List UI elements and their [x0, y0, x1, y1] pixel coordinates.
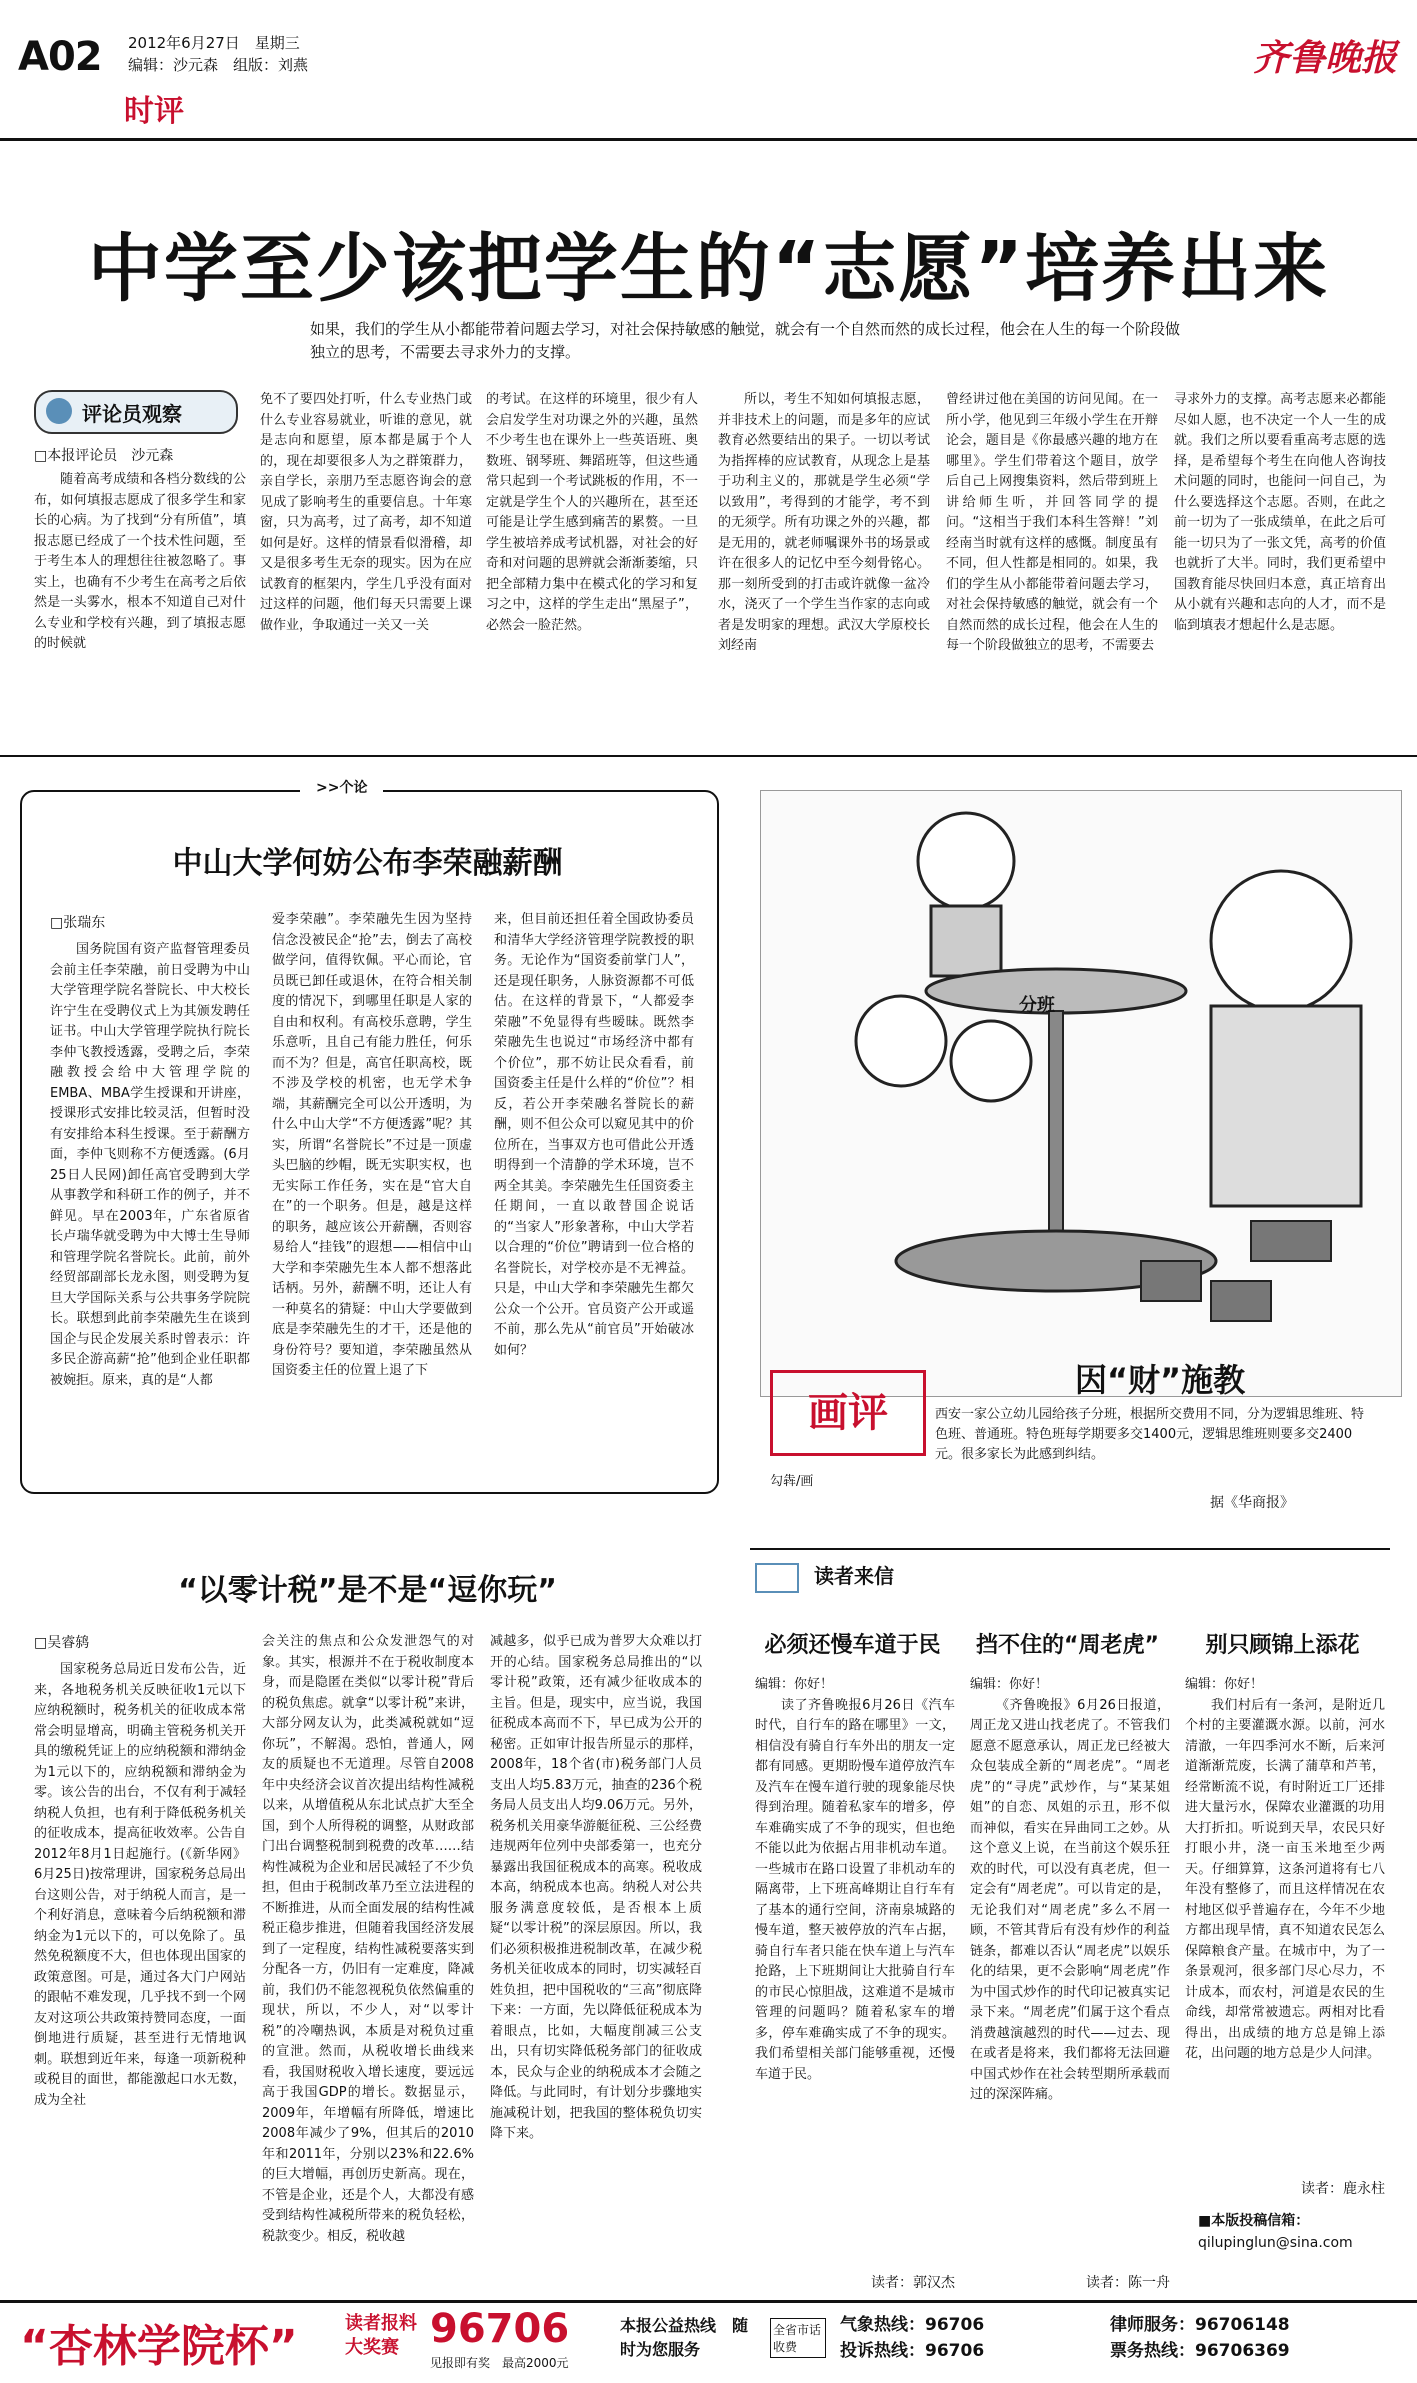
letter-2-title: 挡不住的“周老虎” — [976, 1633, 1159, 1658]
tax-headline: “以零计税”是不是“逗你玩” — [178, 1573, 557, 1608]
letter-1-title: 必须还慢车道于民 — [764, 1633, 941, 1658]
weight-3 — [1211, 1281, 1271, 1321]
main-text-4: 所以，考生不知如何填报志愿，并非技术上的问题，而是多年的应试教育必然要结出的果子。一切以考试为指挥棒的应试教育，从现念上是基于功利主义的，那就是学生必须“学以致用”，考得到的才能学，考不到的无须学。所有功课之外的兴趣，都是无用的，就老师嘱课外书的场景或许在很多人的记忆中至今刻骨铭心。那一刻所受到的打击或许就像一盆冷水，浇灭了一个学生当作家的志向或者是发明家的理想。武汉大学原校长刘经南 — [718, 392, 930, 653]
letter-1-signature: 读者：郭汉杰 — [871, 2275, 955, 2291]
zhongshan-text-1: 国务院国有资产监督管理委员会前主任李荣融，前日受聘为中山大学管理学院名誉院长、中大校长许宁生在受聘仪式上为其颁发聘任证书。中山大学管理学院执行院长李仲飞教授透露，受聘之后，李荣融教授会给中大管理学院的EMBA、MBA学生授课和开讲座，授课形式安排比较灵活，但暂时没有安排给本科生授课。至于薪酬方面，李仲飞则称不方便透露。(6月25日人民网)卸任高官受聘到大学从事教学和科研工作的例子，并不鲜见。早在2003年，广东省原省长卢瑞华就受聘为中大博士生导师和管理学院名誉院长。此前，前外经贸部副部长龙永图，则受聘为复旦大学国际关系与公共事务学院院长。联想到此前李荣融先生在谈到国企与民企发展关系时曾表示：许多民企游高薪“抢”他到企业任职都被婉拒。原来，真的是“人都 — [50, 942, 250, 1388]
zhongshan-byline: □张瑞东 — [50, 915, 106, 931]
complaint-hotline: 投诉热线：96706 — [840, 2341, 985, 2361]
main-col-4 — [718, 390, 930, 735]
contact-email[interactable]: qilupinglun@sina.com — [1198, 2235, 1353, 2251]
main-col-1 — [34, 470, 246, 735]
zhongshan-tag: >>个论 — [300, 775, 383, 799]
adult-head — [1211, 871, 1351, 1011]
letter-1-greeting: 编辑：你好！ — [755, 1677, 834, 1692]
page-number: A02 — [18, 34, 102, 80]
letter-1-body: 读了齐鲁晚报6月26日《汽车时代，自行车的路在哪里》一文，相信没有骑自行车外出的朋友一定都有同感。更期盼慢车道停放汽车及汽车在慢车道行驶的现象能尽快得到治理。随着私家车的增多，停车难确实成了不争的现实，但也绝不能以此为依据占用非机动车道。一些城市在路口设置了非机动车的隔离带，上下班高峰期让自行车有了基本的通行空间，济南泉城路的慢车道，整天被停放的汽车占据，骑自行车者只能在快车道上与汽车抢路，上下班期间让大批骑自行车的市民心惊胆战，这难道不是城市管理的问题吗？随着私家车的增多，停车难确实成了不争的现实。我们希望相关部门能够重视，还慢车道于民。 — [755, 1697, 955, 2082]
main-col-6 — [1174, 390, 1386, 735]
cartoon-source: 据《华商报》 — [1210, 1495, 1294, 1511]
balance-label: 分班 — [1019, 995, 1055, 1016]
balance-pole — [1049, 1011, 1063, 1231]
letter-2 — [970, 1675, 1170, 2275]
header-rule — [0, 138, 1417, 141]
adult-body — [1211, 1006, 1361, 1206]
service-note: 全省市话收费 — [770, 2318, 826, 2358]
ad-hotline: 96706 — [430, 2306, 570, 2352]
kid-right — [951, 1021, 1031, 1101]
kid-left — [856, 996, 946, 1086]
main-text-2: 免不了要四处打听，什么专业热门或什么专业容易就业，听谁的意见，就是志向和愿望，原本都是属于个人的，现在却要很多人为之群策群力，亲自学长，亲朋乃至志愿咨询会的意见成了影响考生的重要信息。十年寒窗，只为高考，过了高考，却不知道如何是好。这样的情景看似滑稽，却又是很多考生无奈的现实。因为在应试教育的框架内，学生几乎没有面对过这样的问题，他们每天只需要上课做作业，争取通过一关又一关 — [260, 392, 472, 633]
letter-3-title: 别只顾锦上添花 — [1205, 1633, 1360, 1658]
readers-tag-label: 读者来信 — [813, 1564, 894, 1588]
globe-icon — [46, 398, 72, 424]
main-col-5 — [946, 390, 1158, 735]
zhongshan-col-2 — [272, 910, 472, 1475]
letter-3 — [1185, 1675, 1385, 2175]
tax-byline: □吴睿鸫 — [34, 1635, 90, 1651]
main-text-3: 的考试。在这样的环境里，很少有人会启发学生对功课之外的兴趣，虽然不少考生也在课外上一些英语班、奥数班、钢琴班、舞蹈班等，但这些通常只起到一个考试跳板的作用，不一定就是学生个人的兴趣所在，甚至还可能是让学生感到痛苦的累赘。一旦学生被培养成考试机器，对社会的好奇和对问题的思辨就会渐渐萎缩，只把全部精力集中在模式化的学习和复习之中，这样的学生走出“黑屋子”，必然会一脸茫然。 — [486, 392, 698, 633]
cartoon-stamp: 画评 — [770, 1370, 926, 1456]
footer-hotlines-1 — [840, 2312, 984, 2364]
readers-rule — [750, 1548, 1390, 1550]
zhongshan-col-3 — [494, 910, 694, 1475]
tax-text-1: 国家税务总局近日发布公告，近来，各地税务机关反映征收1元以下应纳税额时，税务机关的征收成本常常会明显增高，明确主管税务机关开具的缴税凭证上的应纳税额和滞纳金为1元以下的，应纳税额和滞纳金为零。该公告的出台，不仅有利于减轻纳税人负担，也有利于降低税务机关的征收成本，提高征收效率。公告自2012年8月1日起施行。(《新华网》6月25日)按常理讲，国家税务总局出台这则公告，对于纳税人而言，是一个利好消息，意味着今后纳税额和滞纳金为1元以下的，可以免除了。虽然免税额度不大，但也体现出国家的政策意图。可是，通过各大门户网站的跟帖不难发现，几乎找不到一个网友对这项公共政策持赞同态度，一面倒地进行质疑，甚至进行无情地讽刺。联想到近年来，每逢一项新税种或税目的面世，都能激起口水无数，成为全社 — [34, 1662, 246, 2108]
editor-line: 编辑：沙元森 组版：刘燕 — [128, 56, 309, 74]
tax-col-2 — [262, 1632, 474, 2285]
letter-2-body: 《齐鲁晚报》6月26日报道，周正龙又进山找老虎了。不管我们愿意不愿意承认，周正龙已经被大众包装成全新的“周老虎”。“周老虎”的“寻虎”武炒作，与“某某姐姐”的自恋、凤姐的示丑，形不似而神似，看实在异曲同工之妙。从这个意义上说，在当前这个娱乐狂欢的时代，可以没有真老虎，但一定会有“周老虎”。可以肯定的是，无论我们对“周老虎”多么不屑一顾，不管其背后有没有炒作的利益链条，都难以否认“周老虎”以娱乐化的结果，更不会影响“周老虎”作为中国式炒作的时代印记被真实记录下来。“周老虎”们属于这个看点消费越演越烈的时代——过去、现在或者是将来，我们都将无法回避中国式炒作在社会转型期所承载而过的深深阵痛。 — [970, 1697, 1170, 2102]
issue-date: 2012年6月27日 星期三 — [128, 34, 300, 52]
main-lead: 如果，我们的学生从小都能带着问题去学习，对社会保持敏感的触觉，就会有一个自然而然的成长过程，他会在人生的每一个阶段做独立的思考，不需要去寻求外力的支撑。 — [310, 320, 1181, 361]
issue-info — [128, 32, 308, 76]
ad-subtitle: 读者报料大奖赛 — [345, 2313, 417, 2358]
cartoon-caption: 西安一家公立幼儿园给孩子分班，根据所交费用不同，分为逻辑思维班、特色班、普通班。特色班每学期要多交1400元，逻辑思维班则要多交2400元。很多家长为此感到纠结。 — [935, 1407, 1365, 1462]
ticket-hotline: 票务热线：96706369 — [1110, 2341, 1290, 2361]
section-name: 时评 — [124, 94, 184, 129]
ad-hotline-sub: 见报即有奖 最高2000元 — [430, 2356, 569, 2370]
tax-col-1 — [34, 1660, 246, 2285]
letter-1 — [755, 1675, 955, 2275]
main-text-5: 曾经讲过他在美国的访问见闻。在一所小学，他见到三年级小学生在开辩论会，题目是《你最感兴趣的地方在哪里》。学生们带着这个题目，放学后自己上网搜集资料，然后带到班上讲给师生听，并回答同学的提问。“这相当于我们本科生答辩！”刘经南当时就有这样的感慨。制度虽有不同，但人性都是相同的。如果，我们的学生从小都能带着问题去学习，对社会保持敏感的触觉，就会有一个自然而然的成长过程，他会在人生的每一个阶段做独立的思考，不需要去 — [946, 392, 1158, 653]
main-text-6: 寻求外力的支撑。高考志愿来必都能尽如人愿，也不决定一个人一生的成就。我们之所以要看重高考志愿的选择，是希望每个考生在向他人咨询技术问题的同时，也能问一问自己，为什么要选择这个志愿。否则，在此之前一切为了一张成绩单，在此之后可能一切只为了一张文凭，高考的价值也就折了大半。同时，我们更希望中国教育能尽快回归本意，真正培育出从小就有兴趣和志向的人才，而不是临到填表才想起什么是志愿。 — [1174, 392, 1386, 633]
weight-2 — [1141, 1261, 1201, 1301]
tax-text-3: 减越多，似乎已成为普罗大众难以打开的心结。国家税务总局推出的“以零计税”政策，还有减少征收成本的主旨。但是，现实中，应当说，我国征税成本高而不下，早已成为公开的秘密。正如审计报告所显示的那样，2008年，18个省(市)税务部门人员支出人均5.83万元，抽查的236个税务局人员支出人均9.06万元。另外，税务机关用豪华游艇征税、三公经费违规两年位列中央部委第一，也充分暴露出我国征税成本的高寒。税收成本高，纳税成本也高。纳税人对公共服务满意度较低，是否根本上质疑“以零计税”的深层原因。所以，我们必须积极推进税制改革，在减少税务机关征收成本的同时，切实减轻百姓负担，把中国税收的“三高”彻底降下来：一方面，先以降低征税成本为着眼点，比如，大幅度削减三公支出，只有切实降低税务部门的征收成本，民众与企业的纳税成本才会随之降低。与此同时，有计划分步骤地实施减税计划，把我国的整体税负切实降下来。 — [490, 1634, 702, 2141]
cartoon-title: 因“财”施教 — [1075, 1361, 1246, 1399]
letter-3-greeting: 编辑：你好！ — [1185, 1677, 1264, 1692]
lawyer-hotline: 律师服务：96706148 — [1110, 2315, 1290, 2335]
tax-col-3 — [490, 1632, 702, 2285]
letter-2-greeting: 编辑：你好！ — [970, 1677, 1049, 1692]
readers-tag — [755, 1560, 894, 1593]
newspaper-logo: 齐鲁晚报 — [1252, 37, 1397, 79]
public-hotline: 本报公益热线 随时为您服务 — [620, 2316, 749, 2359]
main-byline: □本报评论员 沙元森 — [34, 448, 174, 464]
zhongshan-headline: 中山大学何妨公布李荣融薪酬 — [172, 846, 563, 881]
zhongshan-col-1 — [50, 940, 250, 1475]
contact-box — [1198, 2210, 1353, 2254]
main-text-1: 随着高考成绩和各档分数线的公布，如何填报志愿成了很多学生和家长的心病。为了找到“分有所值”，填报志愿已经成了一个技术性问题，至于考生本人的理想往往被忽略了。事实上，也确有不少考生在高考之后依然是一头雾水，根本不知道自己对什么专业和学校有兴趣，到了填报志愿的时候就 — [34, 472, 246, 651]
letter-3-signature: 读者：鹿永柱 — [1301, 2181, 1385, 2197]
section-rule — [0, 755, 1417, 757]
column-tag — [34, 390, 238, 434]
main-headline: 中学至少该把学生的“志愿”培养出来 — [87, 226, 1330, 312]
letter-2-signature: 读者：陈一舟 — [1086, 2275, 1170, 2291]
weight-1 — [1251, 1221, 1331, 1261]
cartoon-drawing — [761, 791, 1401, 1351]
zhongshan-text-2: 爱李荣融”。李荣融先生因为坚持信念没被民企“抢”去，倒去了高校做学问，值得钦佩。平心而论，官员既已卸任或退休，在符合相关制度的情况下，到哪里任职是人家的自由和权利。有高校乐意聘，学生乐意听，且自己有能力胜任，何乐而不为？但是，高官任职高校，既不涉及学校的机密，也无学术争端，其薪酬完全可以公开透明，为什么中山大学“不方便透露”呢？其实，所谓“名誉院长”不过是一顶虚头巴脑的纱帽，既无实职实权，也无实际工作任务，实在是“官大自在”的一个职务。但是，越是这样的职务，越应该公开薪酬，否则容易给人“挂钱”的遐想——相信中山大学和李荣融先生本人都不想落此话柄。另外，薪酬不明，还让人有一种莫名的猜疑：中山大学要做到底是李荣融先生的才干，还是他的身份符号？要知道，李荣融虽然从国资委主任的位置上退了下 — [272, 912, 472, 1378]
child-head — [918, 813, 1014, 909]
child-body — [931, 906, 1001, 976]
column-tag-label: 评论员观察 — [82, 402, 182, 426]
ad-name: “杏林学院杯” — [20, 2321, 298, 2372]
zhongshan-text-3: 来，但目前还担任着全国政协委员和清华大学经济管理学院教授的职务。无论作为“国资委前掌门人”，还是现任职务，人脉资源都不可低估。在这样的背景下，“人都爱李荣融”不免显得有些暧昧。既然李荣融先生也说过“市场经济中都有个价位”，那不妨让民众看看，前国资委主任是什么样的“价位”？相反，若公开李荣融名誉院长的薪酬，则不但公众可以窥见其中的价位所在，当事双方也可借此公开透明得到一个清静的学术环境，岂不两全其美。李荣融先生任国资委主任期间，一直以敢替国企说话的“当家人”形象著称，中山大学若以合理的“价位”聘请到一位合格的名誉院长，对学校亦是不无裨益。只是，中山大学和李荣融先生都欠公众一个公开。官员资产公开或遥不前，那么先从“前官员”开始破冰如何？ — [494, 912, 694, 1358]
tax-text-2: 会关注的焦点和公众发泄怨气的对象。其实，根源并不在于税收制度本身，而是隐匿在类似“以零计税”背后的税负焦虑。就拿“以零计税”来讲，大部分网友认为，此类减税就如“逗你玩”，不解渴。恐怕，普通人，网友的质疑也不无道理。尽管自2008年中央经济会议首次提出结构性减税以来，从增值税从东北试点扩大至全国，到个人所得税的调整，从财政部门出台调整税制到税费的改革……结构性减税为企业和居民减轻了不少负担，但由于税制改革乃至立法进程的不断推进，从而全面发展的结构性减税正稳步推进，但随着我国经济发展到了一定程度，结构性减税要落实到分配各一方，仍旧有一定难度，降减前，我们仍不能忽视税负依然偏重的现状，所以，不少人，对“以零计税”的冷嘲热讽，本质是对税负过重的宣泄。然而，从税收增长曲线来看，我国财税收入增长速度，要远远高于我国GDP的增长。数据显示，2009年，年增幅有所降低，增速比2008年减少了9%，但其后的2010年和2011年，分别以23%和22.6%的巨大增幅，再创历史新高。现在，不管是企业，还是个人，大都没有感受到结构性减税所带来的税负轻松，税款变少。相反，税收越 — [262, 1634, 474, 2244]
footer-hotlines-2 — [1110, 2312, 1290, 2364]
cartoon-illustration — [760, 790, 1402, 1397]
letter-3-body: 我们村后有一条河，是附近几个村的主要灌溉水源。以前，河水清澈，一年四季河水不断，后来河道渐渐荒废，长满了蒲草和芦苇，经常断流不说，有时附近工厂还排进大量污水，保障农业灌溉的功用大打折扣。听说到天旱，农民只好打眼小井，浇一亩玉米地至少两天。仔细算算，这条河道将有七八年没有整修了，而且这样情况在农村地区似乎普遍存在，今年不少地方都出现旱情，真不知道农民怎么保障粮食产量。在城市中，为了一条景观河，很多部门尽心尽力，不计成本，而农村，河道是农民的生命线，却常常被遗忘。两相对比看得出，出成绩的地方总是锦上添花，出问题的地方总是少人问津。 — [1185, 1697, 1385, 2061]
envelope-icon — [755, 1563, 799, 1593]
balance-pan — [926, 969, 1186, 1013]
cartoon-credit: 勾犇/画 — [770, 1474, 814, 1489]
contact-title: ■本版投稿信箱： — [1198, 2213, 1310, 2229]
main-col-3 — [486, 390, 698, 735]
weather-hotline: 气象热线：96706 — [840, 2315, 985, 2335]
main-col-2 — [260, 390, 472, 735]
